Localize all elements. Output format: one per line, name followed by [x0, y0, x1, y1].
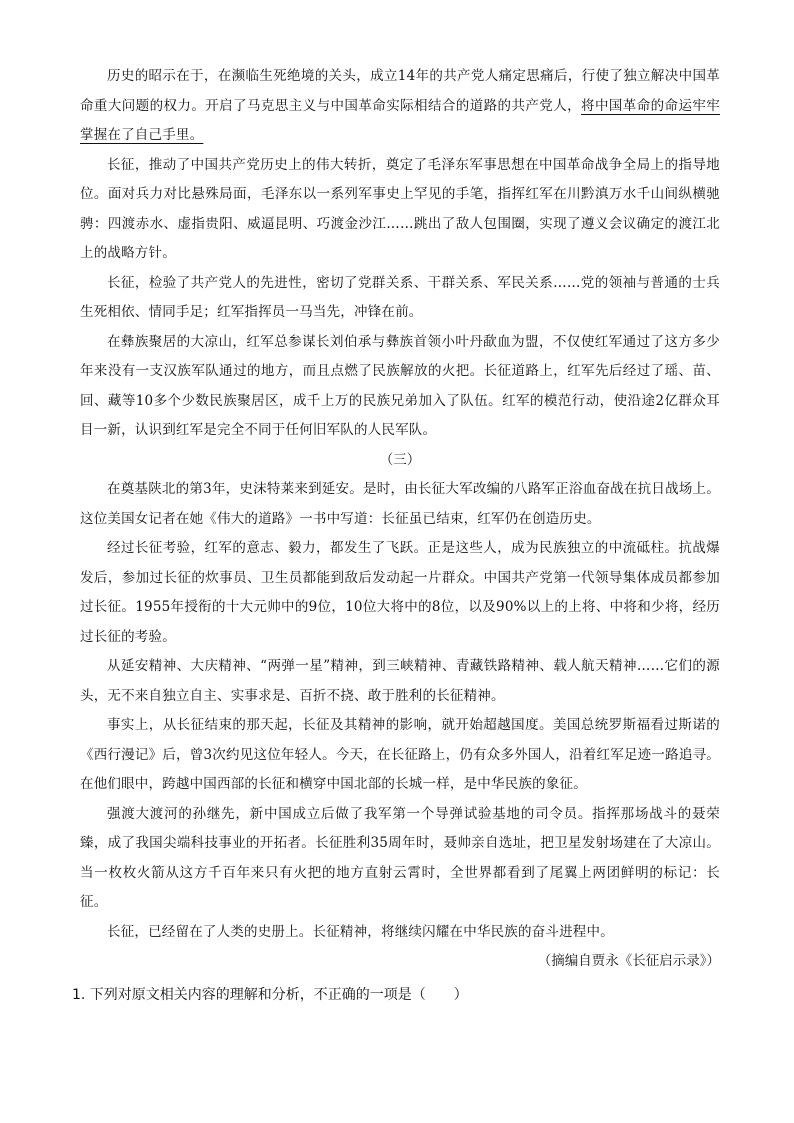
paragraph-8: 事实上，从长征结束的那天起，长征及其精神的影响，就开始超越国度。美国总统罗斯福看过斯诺的《西行漫记》后，曾3次约见这位年轻人。今天，在长征路上，仍有众多外国人，沿着红军足迹一路追寻。在他们眼中，跨越中国西部的长征和横穿中国北部的长城一样，是中华民族的象征。 — [80, 717, 720, 792]
paragraph-10: 长征，已经留在了人类的史册上。长征精神，将继续闪耀在中华民族的奋斗进程中。 — [107, 923, 614, 940]
section-heading: （三） — [379, 451, 421, 468]
paragraph-9: 强渡大渡河的孙继先，新中国成立后做了我军第一个导弹试验基地的司令员。指挥那场战斗的聂荣臻，成了我国尖端科技事业的开拓者。长征胜利35周年时，聂帅亲自选址，把卫星发射场建在了大凉山。当一枚枚火箭从这方千百年来只有火把的地方直射云霄时，全世界都看到了尾翼上两团鲜明的标记：长征。 — [80, 805, 720, 910]
paragraph-1 — [80, 62, 720, 151]
paragraph-5: 在奠基陕北的第3年，史沫特莱来到延安。是时，由长征大军改编的八路军正浴血奋战在抗日战场上。这位美国女记者在她《伟大的道路》一书中写道：长征虽已结束，红军仍在创造历史。 — [80, 481, 720, 527]
paragraph-4: 在彝族聚居的大凉山，红军总参谋长刘伯承与彝族首领小叶丹歃血为盟，不仅使红军通过了这方多少年来没有一支汉族军队通过的地方，而且点燃了民族解放的火把。长征道路上，红军先后经过了瑶、苗、回、藏等10多个少数民族聚居区，成千上万的民族兄弟加入了队伍。红军的模范行动，使沿途2亿群众耳目一新，认识到红军是完全不同于任何旧军队的人民军队。 — [80, 333, 720, 438]
document-body — [72, 62, 721, 1010]
paragraph-6: 经过长征考验，红军的意志、毅力，都发生了飞跃。正是这些人，成为民族独立的中流砥柱。抗战爆发后，参加过长征的炊事员、卫生员都能到敌后发动起一片群众。中国共产党第一代领导集体成员都参加过长征。1955年授衔的十大元帅中的9位，10位大将中的8位，以及90%以上的上将、中将和少将，经历过长征的考验。 — [80, 540, 720, 645]
question-1: 1. 下列对原文相关内容的理解和分析，不正确的一项是（ ） — [72, 986, 468, 1003]
paragraph-7: 从延安精神、大庆精神、“两弹一星”精神，到三峡精神、青藏铁路精神、载人航天精神……它们的源头，无不来自独立自主、实事求是、百折不挠、敢于胜利的长征精神。 — [80, 658, 720, 704]
underlined-sentence: 将中国革命的命运牢牢掌握在了自己手里。 — [80, 97, 721, 143]
paragraph-1-text: 历史的昭示在于，在濒临生死绝境的关头，成立14年的共产党人痛定思痛后，行使了独立解决中国革命重大问题的权力。开启了马克思主义与中国革命实际相结合的道路的共产党人， — [80, 68, 720, 114]
paragraph-2: 长征，推动了中国共产党历史上的伟大转折，奠定了毛泽东军事思想在中国革命战争全局上的指导地位。面对兵力对比悬殊局面，毛泽东以一系列军事史上罕见的手笔，指挥红军在川黔滇万水千山间纵横驰骋：四渡赤水、虚指贵阳、威逼昆明、巧渡金沙江……跳出了敌人包围圈，实现了遵义会议确定的渡江北上的战略方针。 — [80, 156, 720, 261]
source-citation: （摘编自贾永《长征启示录》） — [537, 953, 720, 969]
paragraph-3: 长征，检验了共产党人的先进性，密切了党群关系、干群关系、军民关系……党的领袖与普通的士兵生死相依、情同手足；红军指挥员一马当先，冲锋在前。 — [80, 274, 720, 320]
